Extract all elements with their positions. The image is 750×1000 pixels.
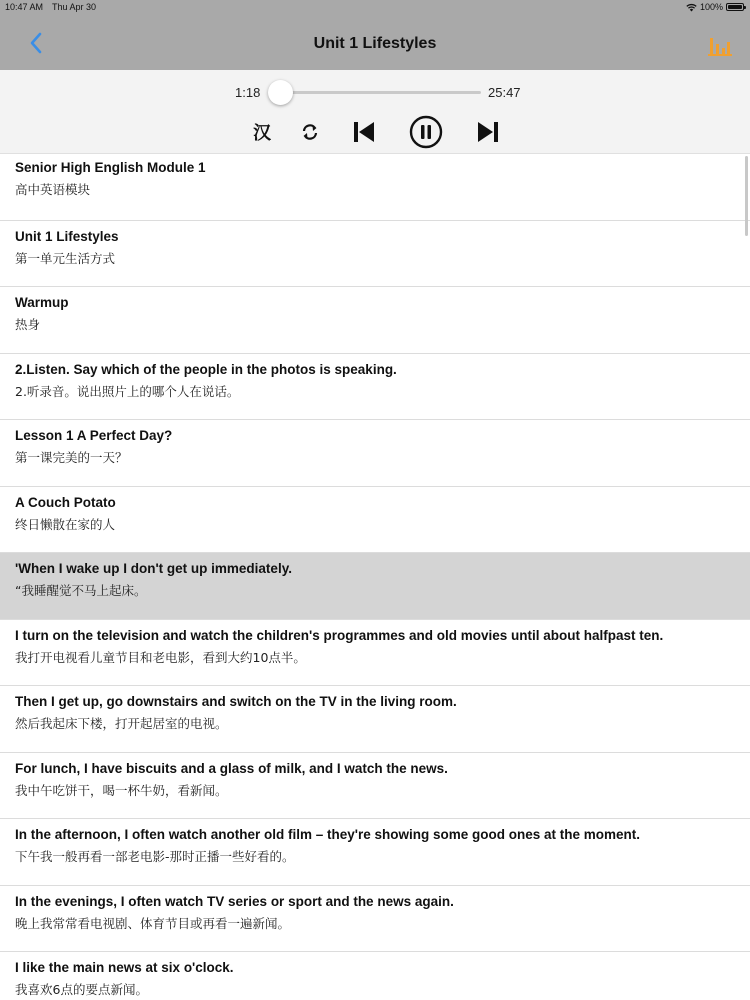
sentence-english: Then I get up, go downstairs and switch on the TV in the living room. <box>15 694 457 709</box>
scrollbar[interactable] <box>745 156 748 236</box>
sentence-chinese: 然后我起床下楼，打开起居室的电视。 <box>15 716 228 731</box>
repeat-icon <box>300 122 320 142</box>
pause-circle-icon <box>409 115 443 149</box>
sentence-list[interactable] <box>0 154 750 1000</box>
pause-button[interactable] <box>409 116 443 148</box>
list-item[interactable] <box>0 420 750 487</box>
sentence-chinese: 第一单元生活方式 <box>15 250 116 266</box>
sentence-chinese: 我中午吃饼干，喝一杯牛奶，看新闻。 <box>15 782 228 798</box>
skip-forward-icon <box>476 120 500 144</box>
progress-slider[interactable] <box>269 91 481 94</box>
list-item[interactable] <box>0 221 750 288</box>
equalizer-chart-icon[interactable] <box>708 34 732 56</box>
sentence-english: Warmup <box>15 295 69 310</box>
status-bar <box>0 0 750 16</box>
sentence-chinese: 终日懒散在家的人 <box>15 516 116 532</box>
sentence-english: I turn on the television and watch the children's programmes and old movies until about halfpast ten. <box>15 627 664 643</box>
sentence-english: Lesson 1 A Perfect Day? <box>15 428 173 443</box>
status-right <box>686 2 744 12</box>
list-item[interactable] <box>0 287 750 354</box>
list-item[interactable] <box>0 620 750 687</box>
sentence-english: A Couch Potato <box>15 494 116 510</box>
nav-bar <box>0 16 750 70</box>
skip-back-icon <box>352 120 376 144</box>
status-date: Thu Apr 30 <box>52 2 97 12</box>
sentence-chinese: 我打开电视看儿童节目和老电影，看到大约10点半。 <box>15 649 306 665</box>
total-time: 25:47 <box>488 85 521 100</box>
sentence-chinese: 热身 <box>15 317 41 332</box>
list-item[interactable] <box>0 553 750 620</box>
list-item[interactable] <box>0 819 750 886</box>
list-item[interactable] <box>0 952 750 1000</box>
previous-track-button[interactable] <box>350 116 378 148</box>
sentence-chinese: 我喜欢6点的要点新闻。 <box>15 982 148 997</box>
current-time: 1:18 <box>235 85 261 100</box>
list-item[interactable] <box>0 154 750 221</box>
sentence-chinese: 高中英语模块 <box>15 182 91 197</box>
sentence-chinese: “我睡醒觉不马上起床。 <box>15 583 147 598</box>
status-time: 10:47 AM <box>5 2 44 12</box>
wifi-icon <box>686 3 697 12</box>
page-title: Unit 1 Lifestyles <box>313 35 437 52</box>
next-track-button[interactable] <box>474 116 502 148</box>
sentence-chinese: 第一课完美的一天？ <box>15 450 128 465</box>
sentence-chinese: 下午我一般再看一部老电影-那时正播一些好看的。 <box>15 849 295 864</box>
sentence-english: In the evenings, I often watch TV series or sport and the news again. <box>15 893 454 909</box>
progress-thumb[interactable] <box>268 80 293 105</box>
sentence-chinese: 2.听录音。说出照片上的哪个人在说话。 <box>15 383 240 399</box>
list-item[interactable] <box>0 753 750 820</box>
list-item[interactable] <box>0 886 750 953</box>
list-item[interactable] <box>0 354 750 421</box>
sentence-english: 2.Listen. Say which of the people in the photos is speaking. <box>15 361 397 377</box>
sentence-english: For lunch, I have biscuits and a glass of milk, and I watch the news. <box>15 760 448 776</box>
battery-percent: 100% <box>699 2 723 12</box>
battery-icon <box>726 3 744 11</box>
translate-toggle-button[interactable]: 汉 <box>253 123 271 144</box>
repeat-button[interactable] <box>298 116 322 148</box>
sentence-english: 'When I wake up I don't get up immediately. <box>15 561 292 576</box>
sentence-english: Senior High English Module 1 <box>15 160 206 175</box>
sentence-english: I like the main news at six o'clock. <box>15 960 234 975</box>
sentence-chinese: 晚上我常常看电视剧、体育节目或再看一遍新闻。 <box>15 915 291 931</box>
list-item[interactable] <box>0 487 750 554</box>
audio-player <box>0 70 750 154</box>
sentence-english: In the afternoon, I often watch another old film – they're showing some good ones at the moment. <box>15 827 641 842</box>
sentence-english: Unit 1 Lifestyles <box>15 228 119 244</box>
list-item[interactable] <box>0 686 750 753</box>
